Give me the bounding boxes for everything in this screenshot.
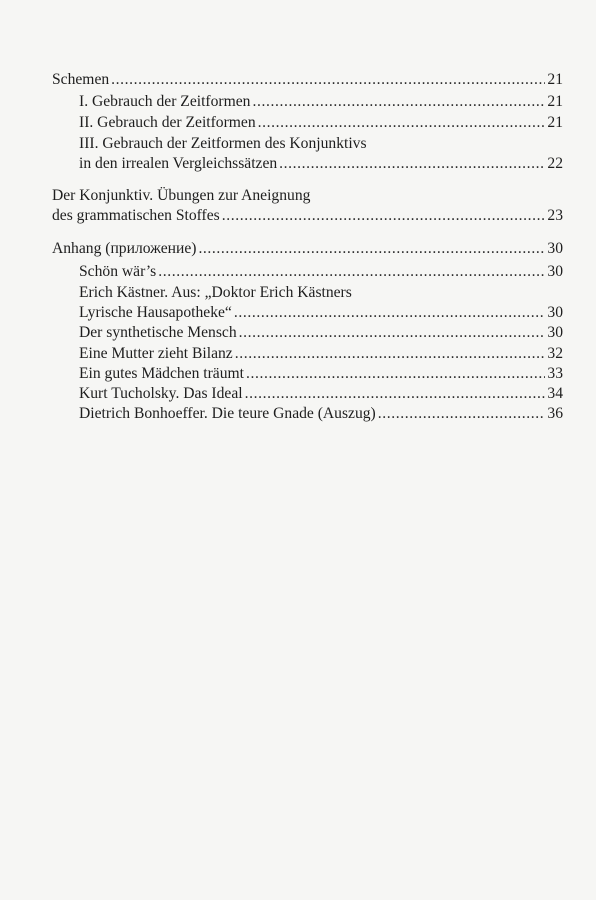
toc-leader-dots (235, 343, 546, 365)
toc-leader-dots (158, 261, 545, 283)
toc-entry-title: Der Konjunktiv. Übungen zur Aneignung (52, 187, 311, 204)
toc-entry-title: Dietrich Bonhoeffer. Die teure Gnade (Auszug) (79, 405, 376, 422)
toc-entry-title: III. Gebrauch der Zeitformen des Konjunktivs (79, 135, 367, 152)
toc-leader-dots (245, 383, 546, 405)
toc-page-number: 30 (547, 324, 563, 341)
toc-page-number: 33 (547, 365, 563, 382)
toc-entry (79, 363, 563, 385)
toc-leader-dots (252, 91, 545, 113)
toc-page-number: 34 (547, 385, 563, 402)
toc-page-number: 36 (547, 405, 563, 422)
toc-entry (52, 238, 563, 260)
toc-leader-dots (239, 322, 546, 344)
toc-page-number: 23 (547, 207, 563, 224)
toc-entry-title: Der synthetische Mensch (79, 324, 237, 341)
toc-entry-title: Schemen (52, 71, 110, 88)
toc-entry (79, 133, 563, 155)
toc-entry (79, 112, 563, 134)
toc-entry-title: Ein gutes Mädchen träumt (79, 365, 244, 382)
toc-leader-dots (279, 153, 545, 175)
toc-entry (79, 302, 563, 324)
toc-entry-title: in den irrealen Vergleichssätzen (79, 155, 278, 172)
toc-entry (79, 282, 563, 304)
toc-page-number: 30 (547, 304, 563, 321)
toc-entry-title: II. Gebrauch der Zeitformen (79, 114, 256, 131)
toc-page-number: 30 (547, 263, 563, 280)
toc-entry (79, 343, 563, 365)
toc-leader-dots (222, 205, 546, 227)
toc-entry-title: Anhang (приложение) (52, 240, 197, 257)
toc-entry-title: I. Gebrauch der Zeitformen (79, 93, 251, 110)
toc-page-number: 21 (547, 71, 563, 88)
toc-leader-dots (378, 403, 546, 425)
toc-entry-title: Kurt Tucholsky. Das Ideal (79, 385, 243, 402)
toc-entry (79, 91, 563, 113)
toc-entry (52, 205, 563, 227)
toc-page-number: 32 (547, 345, 563, 362)
toc-leader-dots (198, 238, 545, 260)
toc-leader-dots (246, 363, 545, 385)
toc-page-number: 22 (547, 155, 563, 172)
toc-page-number: 21 (547, 114, 563, 131)
toc-entry-title: Erich Kästner. Aus: „Doktor Erich Kästners (79, 284, 352, 301)
toc-entry (52, 185, 563, 207)
toc-leader-dots (111, 69, 545, 91)
toc-entry (79, 383, 563, 405)
toc-page-number: 30 (547, 240, 563, 257)
toc-entry-title: des grammatischen Stoffes (52, 207, 220, 224)
toc-entry (79, 153, 563, 175)
toc-entry (79, 322, 563, 344)
toc-page-number: 21 (547, 93, 563, 110)
toc-entry-title: Schön wär’s (79, 263, 157, 280)
toc-leader-dots (258, 112, 546, 134)
toc-entry (52, 69, 563, 91)
toc-leader-dots (234, 302, 546, 324)
toc-entry (79, 403, 563, 425)
toc-entry-title: Eine Mutter zieht Bilanz (79, 345, 233, 362)
toc-entry (79, 261, 563, 283)
toc-entry-title: Lyrische Hausapotheke“ (79, 304, 232, 321)
